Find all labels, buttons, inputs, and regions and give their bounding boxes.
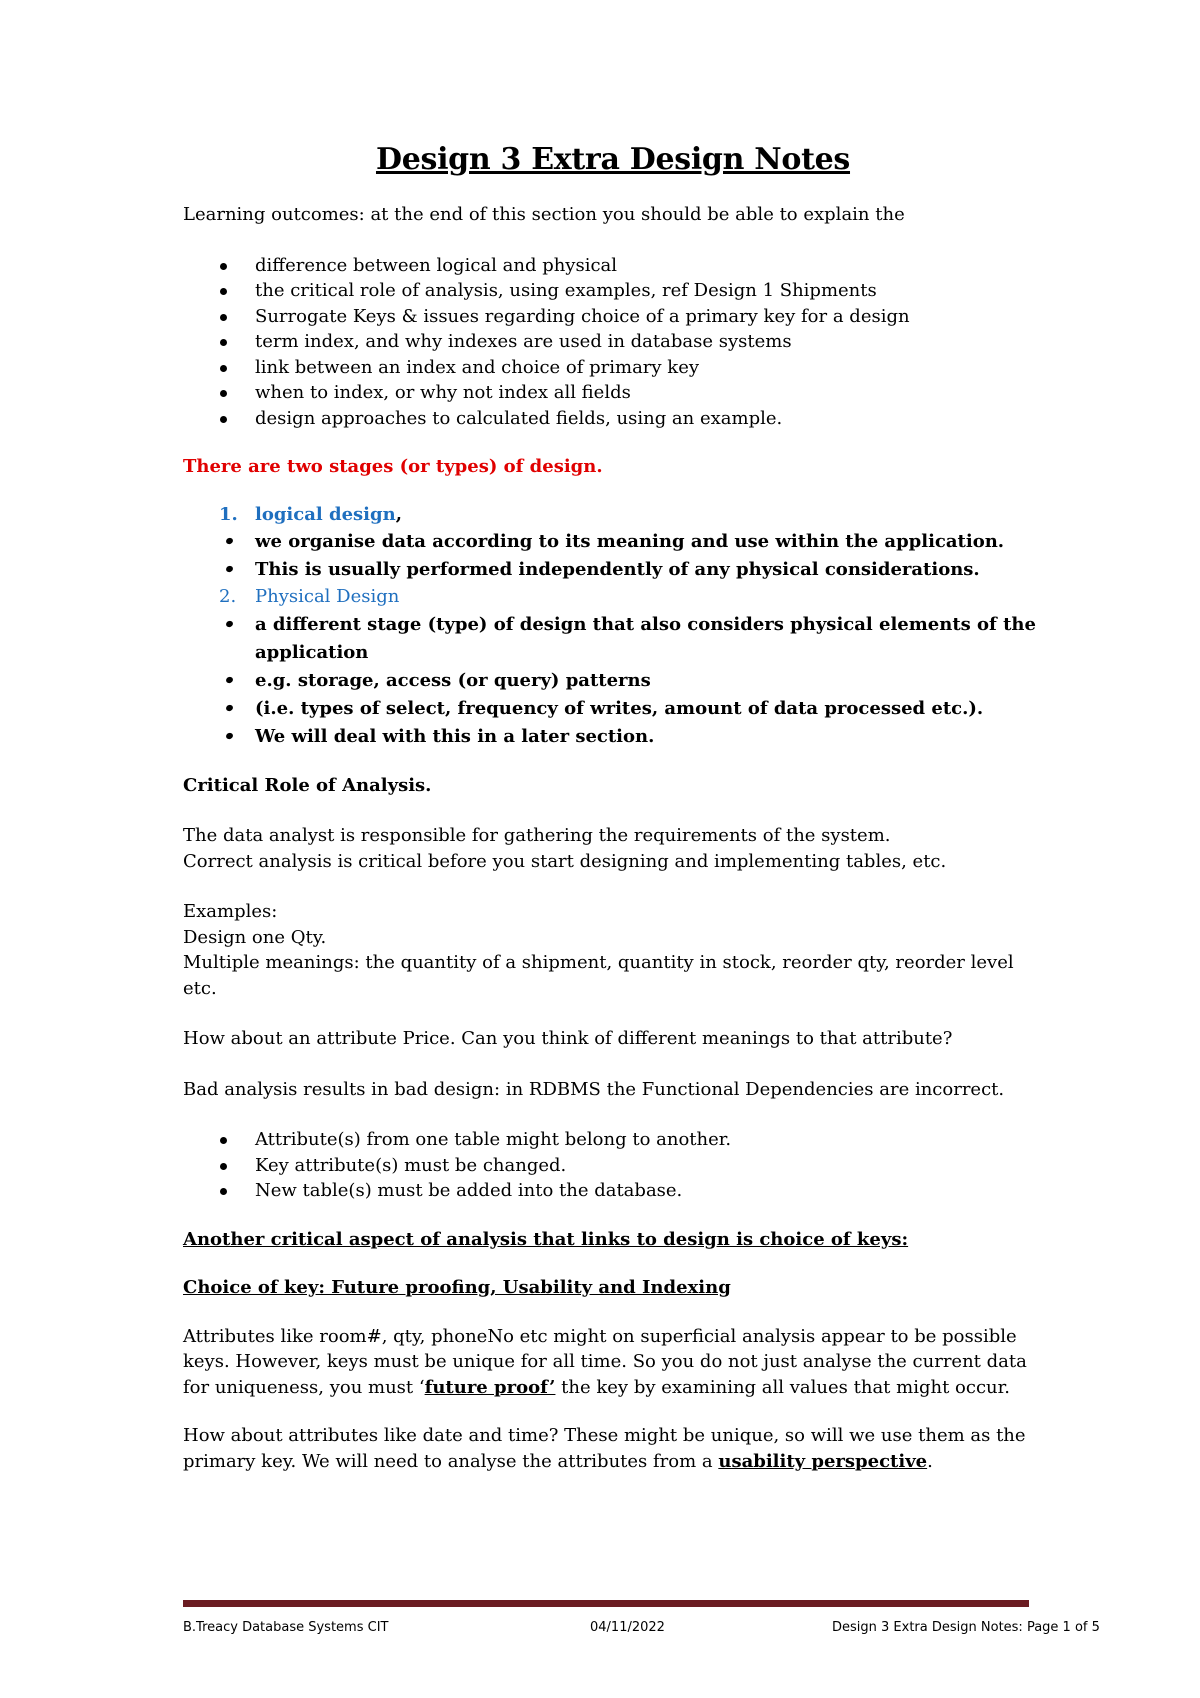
keys-heading: Another critical aspect of analysis that links to design is choice of keys:: [183, 1228, 909, 1250]
document-title: Design 3 Extra Design Notes: [375, 142, 851, 177]
footer-date: 04/11/2022: [590, 1620, 665, 1635]
paragraph-text: the key by examining all values that might occur.: [555, 1376, 1010, 1398]
stage-physical: [183, 584, 1043, 751]
footer-page: Design 3 Extra Design Notes: Page 1 of 5: [832, 1620, 1100, 1635]
learning-outcomes-intro: Learning outcomes: at the end of this section you should be able to explain the: [183, 204, 905, 225]
list-item: when to index, or why not index all fields: [183, 380, 1043, 406]
stage-number: 1.: [219, 503, 238, 525]
future-proof-emphasis: future proof’: [424, 1376, 556, 1398]
list-item: we organise data according to its meaning and use within the application.: [183, 528, 1043, 556]
list-item: New table(s) must be added into the database.: [183, 1178, 1043, 1204]
design-stages-list: [183, 502, 1043, 751]
list-item: design approaches to calculated fields, using an example.: [183, 406, 1043, 432]
list-item: link between an index and choice of primary key: [183, 355, 1043, 381]
learning-outcomes-list: [183, 253, 1043, 432]
analysis-line: Correct analysis is critical before you start designing and implementing tables, etc.: [183, 850, 947, 872]
examples-label: Examples:: [183, 901, 278, 922]
footer-author: B.Treacy Database Systems CIT: [183, 1620, 389, 1635]
paragraph-text: How about attributes like date and time? These might be unique, so will we use them as the primary key. We will need to analyse the attributes from a: [183, 1425, 1026, 1472]
stages-heading: There are two stages (or types) of design.: [183, 456, 603, 477]
usability-emphasis: usability perspective: [718, 1450, 928, 1472]
stage-number: 2.: [219, 586, 237, 607]
list-item: difference between logical and physical: [183, 253, 1043, 279]
usability-paragraph: [183, 1423, 1043, 1474]
stage-points: [183, 528, 1043, 584]
price-question: How about an attribute Price. Can you think of different meanings to that attribute?: [183, 1028, 953, 1049]
stage-points: [183, 611, 1043, 751]
paragraph-text: Attributes like room#, qty, phoneNo etc might on superficial analysis appear to be possible keys. However, keys must be unique for all time. So you do not just analyse the current data for uniqueness, you must ‘: [183, 1325, 1027, 1398]
stage-title: Physical Design: [255, 586, 400, 607]
page-content: [183, 140, 1043, 1474]
bad-analysis-line: Bad analysis results in bad design: in RDBMS the Functional Dependencies are incorrect.: [183, 1078, 1005, 1100]
analysis-heading: Critical Role of Analysis.: [183, 774, 432, 796]
list-item: This is usually performed independently of any physical considerations.: [183, 556, 1043, 584]
list-item: Key attribute(s) must be changed.: [183, 1153, 1043, 1179]
list-item: the critical role of analysis, using examples, ref Design 1 Shipments: [183, 278, 1043, 304]
future-proof-paragraph: [183, 1324, 1043, 1401]
paragraph-text: .: [927, 1450, 933, 1472]
list-item: We will deal with this in a later section.: [183, 723, 1043, 751]
footer-rule: [183, 1600, 1029, 1607]
example-line: Design one Qty.: [183, 926, 327, 948]
list-item: term index, and why indexes are used in database systems: [183, 329, 1043, 355]
list-item: e.g. storage, access (or query) patterns: [183, 667, 1043, 695]
consequences-list: [183, 1127, 1043, 1204]
analysis-line: The data analyst is responsible for gathering the requirements of the system.: [183, 825, 891, 846]
stage-title-suffix: ,: [395, 503, 402, 525]
meanings-line: Multiple meanings: the quantity of a shipment, quantity in stock, reorder qty, reorder level etc.: [183, 952, 1014, 999]
list-item: (i.e. types of select, frequency of writes, amount of data processed etc.).: [183, 695, 1043, 723]
list-item: a different stage (type) of design that also considers physical elements of the application: [183, 611, 1043, 667]
stage-logical: [183, 502, 1043, 585]
keys-subheading: Choice of key: Future proofing, Usability and Indexing: [183, 1277, 731, 1298]
list-item: Attribute(s) from one table might belong to another.: [183, 1127, 1043, 1153]
stage-title: logical design: [255, 503, 396, 525]
list-item: Surrogate Keys & issues regarding choice of a primary key for a design: [183, 304, 1043, 330]
